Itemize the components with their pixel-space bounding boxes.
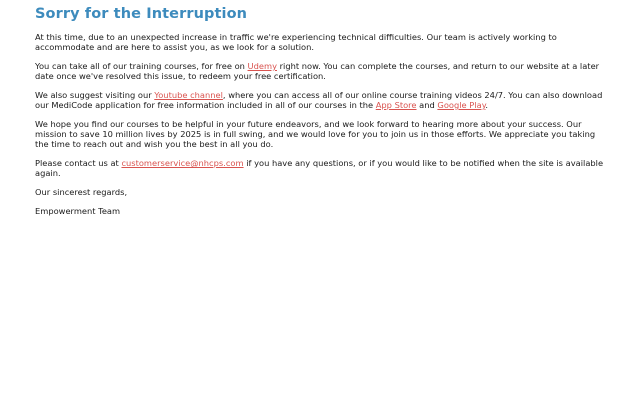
closing-line: Our sincerest regards,	[35, 187, 128, 197]
and-text: and	[416, 100, 438, 110]
intro-paragraph: At this time, due to an unexpected increase in traffic we're experiencing technical difficulties. Our team is actively working to accommodate and are here to assist you, as we look for a solution.	[35, 32, 557, 52]
contact-text-after: if you have any questions, or if you would like to be notified when the site is available again.	[35, 158, 604, 178]
email-link[interactable]: customerservice@nhcps.com	[121, 158, 244, 168]
page-title: Sorry for the Interruption	[35, 6, 248, 22]
udemy-paragraph	[35, 61, 605, 81]
udemy-text-before: You can take all of our training courses, for free on	[35, 61, 248, 71]
youtube-text-middle: , where you can access all of our online course training videos 24/7. You can also download our MediCode application for free information included in all of our courses in the	[35, 90, 603, 110]
youtube-channel-link[interactable]: Youtube channel	[154, 90, 223, 100]
udemy-link[interactable]: Udemy	[247, 61, 277, 71]
google-play-link[interactable]: Google Play	[437, 100, 486, 110]
app-store-link[interactable]: App Store	[375, 100, 417, 110]
contact-text-before: Please contact us at	[35, 158, 122, 168]
mission-paragraph: We hope you find our courses to be helpful in your future endeavors, and we look forward to hearing more about your success. Our mission to save 10 million lives by 2025 is in full swing, and we would love for you to join us in those efforts. We appreciate you taking the time to reach out and wish you the best in all you do.	[35, 119, 596, 149]
youtube-paragraph	[35, 90, 605, 110]
udemy-text-after: right now. You can complete the courses, and return to our website at a later date once we've resolved this issue, to redeem your free certification.	[35, 61, 600, 81]
signature: Empowerment Team	[35, 206, 121, 216]
contact-paragraph	[35, 158, 605, 178]
youtube-text-before: We also suggest visiting our	[35, 90, 155, 100]
youtube-text-end: .	[485, 100, 489, 110]
